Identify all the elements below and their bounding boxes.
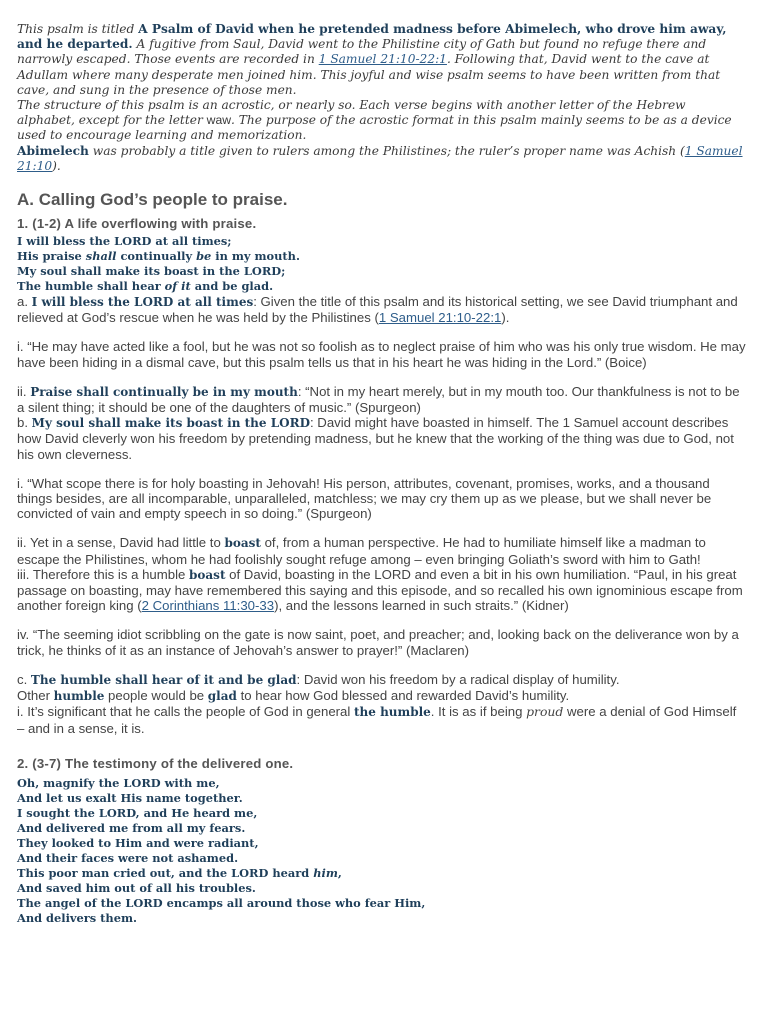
verse-italic: be [196,249,212,264]
verse-text: and be glad. [190,279,274,294]
point-marker: a. [17,294,32,310]
verse-italic: shall [85,249,117,264]
verse-text: in my mouth. [211,249,300,264]
intro-text: . The purpose of the acrostic format in this psalm mainly seems to be as a device used to encourage learning and memorization. [17,113,732,143]
psalm-title: A Psalm of David when he pretended madness before Abimelech, who drove him away, and he departed. [17,22,727,52]
verse-line: And let us exalt His name together. [17,790,243,805]
point-text: were a denial of God Himself – and in a sense, it is. [17,704,737,736]
quoted-phrase: boast [224,536,261,551]
quoted-phrase: My soul shall make its boast in the LORD [31,416,310,431]
point-text: ). [501,310,510,326]
quoted-phrase: Praise shall continually be in my mouth [30,384,298,399]
subsection-heading-2: 2. (3-7) The testimony of the delivered one. [17,755,294,771]
verse-line [17,249,747,264]
verse-text: His praise [17,249,86,264]
point-marker: ii. [17,383,31,399]
intro-text: A fugitive from Saul, David went to the Philistine city of Gath but found no refuge there and narrowly escaped. Those events are recorded in [17,37,707,67]
intro-paragraph-title [17,22,747,98]
verse-line: And saved him out of all his troubles. [17,880,256,895]
quoted-phrase: I will bless the LORD at all times [31,295,254,310]
point-a-i: i. “He may have acted like a fool, but he was not so foolish as to neglect praise of him who was his only true wisdom. He may have been hiding in a dismal cave, but this psalm tells us that in his heart he was hiding in the Lord.” (Boice) [17,339,746,370]
point-text: ), and the lessons learned in such straits.” (Kidner) [274,598,569,614]
point-text: : “Not in my heart merely, but in my mouth too. Our thankfulness is not to be a silent thing; it should be one of the daughters of music.” (Spurgeon) [17,383,740,416]
intro-text: ). [52,158,61,173]
point-b-ii [17,535,747,566]
verse-line: The angel of the LORD encamps all around those who fear Him, [17,895,426,910]
verse-line: My soul shall make its boast in the LORD; [17,264,286,279]
point-text: : David might have boasted in himself. The 1 Samuel account describes how David cleverly won his freedom by pretending madness, but he knew that the working of the thing was due to God, not his own cleverness. [17,415,734,462]
verse-text: , [337,865,342,880]
point-marker: b. [17,415,32,431]
verse-line: And their faces were not ashamed. [17,850,239,865]
verse-block-2 [17,776,747,926]
emphasis-word: proud [526,704,564,720]
subsection-heading-1: 1. (1-2) A life overflowing with praise. [17,216,257,232]
point-text: of, from a human perspective. He had to humiliate himself like a madman to escape the Philistines, whom he had foolishly sought refuge among – even bringing Goliath’s sword with him to Gath! [17,535,706,567]
point-text: of David, boasting in the LORD and even a bit in his own humiliation. “Paul, in his great passage on boasting, may have remembered this saying and this episode, and so recalled his own ignominious escape from another foreign king ( [17,566,743,614]
intro-text: was probably a title given to rulers among the Philistines; the ruler’s proper name was Achish ( [88,143,685,158]
point-a [17,294,747,325]
verse-line: They looked to Him and were radiant, [17,835,259,850]
verse-text: The humble shall hear [17,279,165,294]
verse-italic: him [313,865,338,880]
scripture-link[interactable]: 2 Corinthians 11:30-33 [141,598,275,614]
point-text: ii. Yet in a sense, David had little to [17,535,225,551]
commentary-page [17,22,747,926]
verse-line: Oh, magnify the LORD with me, [17,775,220,790]
scripture-link[interactable]: 1 Samuel 21:10-22:1 [378,310,502,326]
point-text: Other [17,688,54,704]
verse-line: And delivers them. [17,910,137,925]
scripture-link[interactable]: 1 Samuel 21:10 [17,143,743,173]
scripture-link[interactable]: 1 Samuel 21:10-22:1 [318,52,447,67]
point-c-i [17,704,747,735]
section-heading: A. Calling God’s people to praise. [17,190,288,210]
verse-line [17,866,747,881]
verse-line: I will bless the LORD at all times; [17,234,232,249]
verse-line: I sought the LORD, and He heard me, [17,805,258,820]
verse-block-1 [17,234,747,294]
point-b-i: i. “What scope there is for holy boasting in Jehovah! His person, attributes, covenant, promises, works, and a thousand things besides, are all incomparable, unparalleled, matchless; we may cry them up as we please, but we shall never be convicted of vain and empty speech in so doing.” (Spurgeon) [17,475,712,522]
hebrew-letter: waw [206,113,232,128]
point-b-iii [17,567,747,614]
quoted-phrase: the humble [353,705,431,720]
point-text: i. It’s significant that he calls the people of God in general [17,704,354,720]
point-text: people would be [104,688,208,704]
verse-italic: of it [164,279,191,294]
intro-paragraph-structure [17,98,747,144]
point-text: : Given the title of this psalm and its historical setting, we see David triumphant and relieved at God’s rescue when he was held by the Philistines ( [17,294,738,326]
intro-text: . Following that, David went to the cave at Adullam where many desperate men joined him. This joyful and wise psalm seems to have been written from that cave, and sung in the presence of those men. [17,52,721,97]
point-c [17,672,747,688]
intro-paragraph-abimelech [17,144,747,174]
verse-text: continually [116,249,197,264]
point-b-iv: iv. “The seeming idiot scribbling on the gate is now saint, poet, and preacher; and, looking back on the deliverance won by a trick, he thinks of it as an instance of Jehovah’s answer to prayer!” (Maclaren) [17,627,739,658]
point-a-ii [17,384,747,415]
point-text: iii. Therefore this is a humble [17,566,190,582]
point-text: to hear how God blessed and rewarded David’s humility. [236,688,570,704]
verse-text: This poor man cried out, and the LORD heard [17,865,314,880]
point-marker: c. [17,671,31,687]
point-text: : David won his freedom by a radical display of humility. [296,671,620,687]
quoted-phrase: glad [207,689,237,704]
point-c-other [17,688,747,704]
quoted-phrase: The humble shall hear of it and be glad [30,672,297,687]
quoted-phrase: boast [189,567,226,582]
intro-text: The structure of this psalm is an acrostic, or nearly so. Each verse begins with another letter of the Hebrew alphabet, except for the letter [17,98,686,128]
point-text: . It is as if being [430,704,527,720]
point-b [17,415,747,462]
verse-line: And delivered me from all my fears. [17,820,246,835]
quoted-phrase: humble [53,689,105,704]
verse-line [17,279,747,294]
intro-text: This psalm is titled [17,22,139,36]
term-abimelech: Abimelech [17,143,89,158]
